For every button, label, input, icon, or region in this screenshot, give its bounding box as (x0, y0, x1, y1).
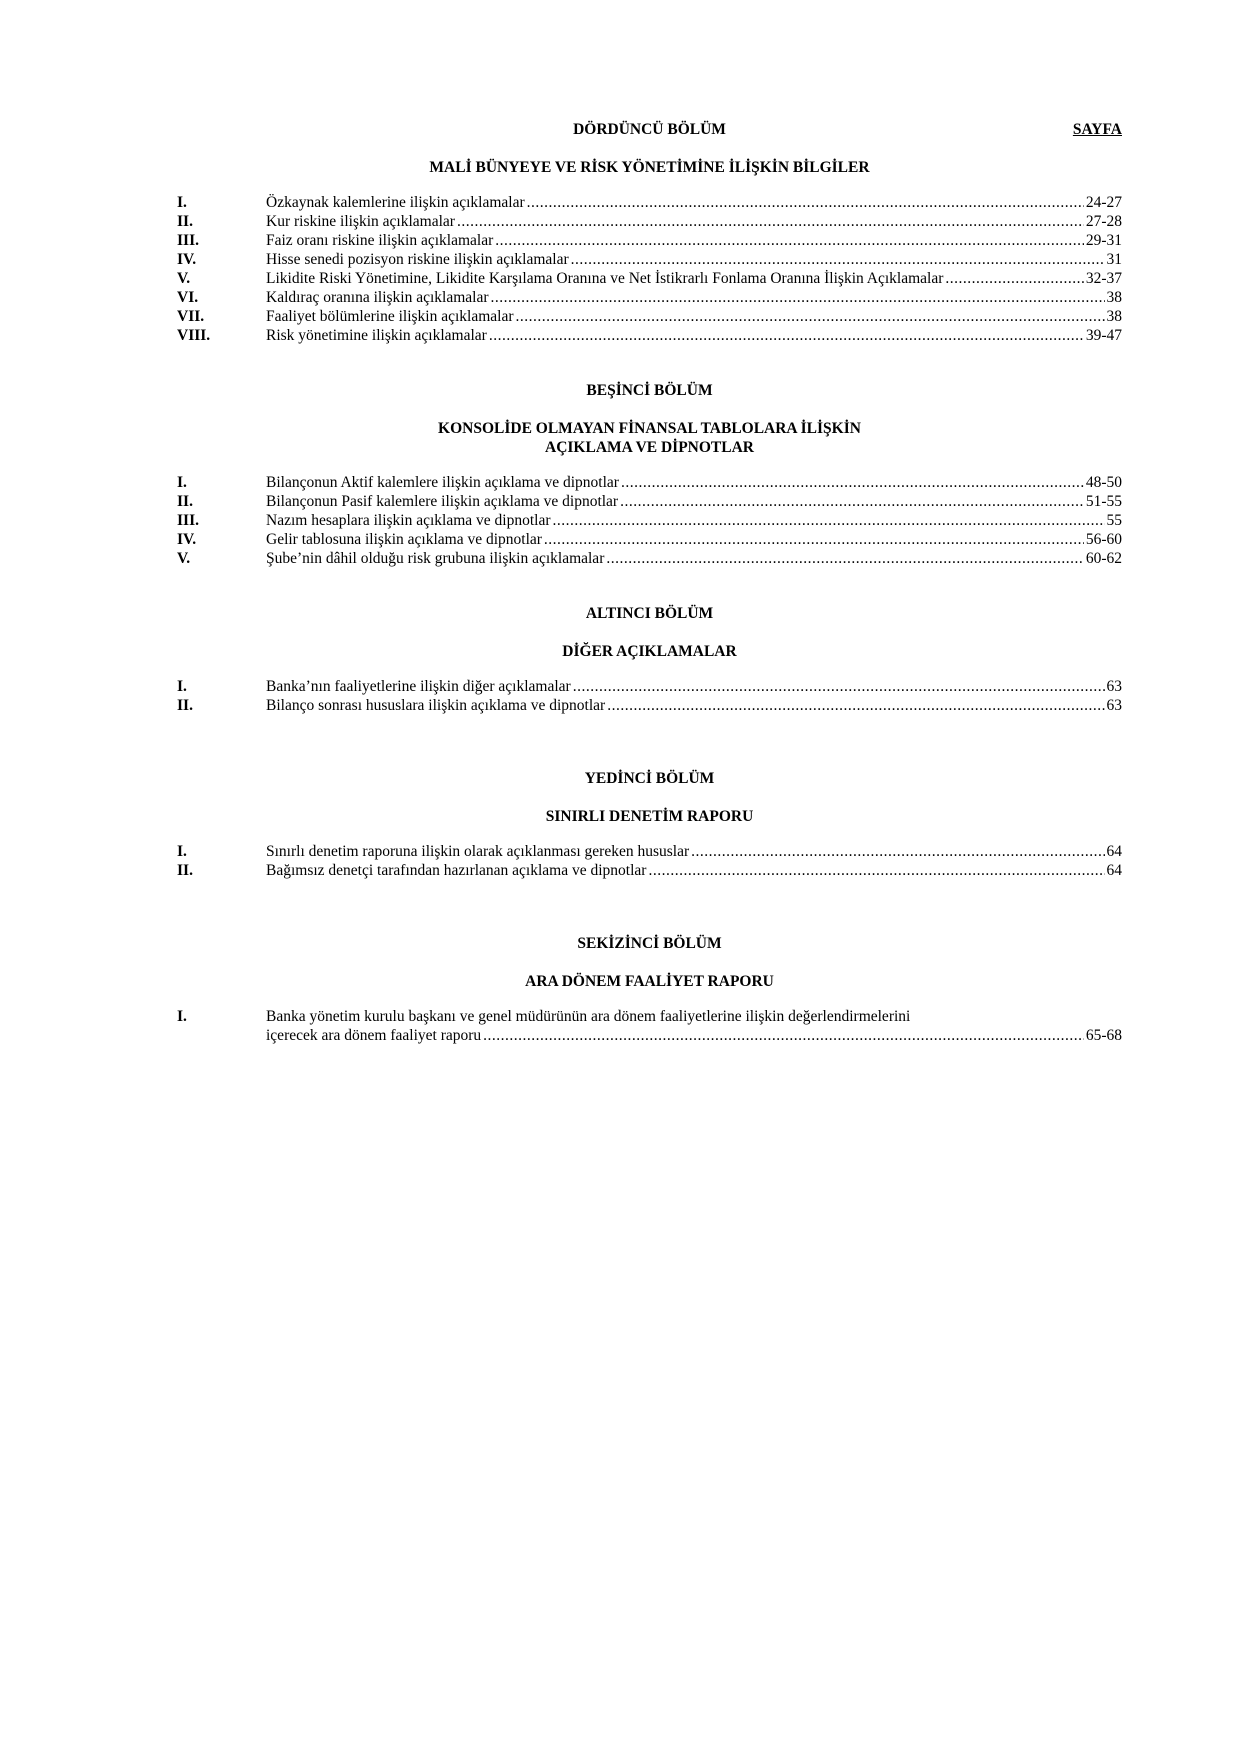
entry-title: Banka’nın faaliyetlerine ilişkin diğer açıklamalar (266, 678, 571, 695)
dot-leader (648, 861, 1104, 880)
entry-title: Kur riskine ilişkin açıklamalar (266, 213, 455, 230)
entry-page: 56-60 (1085, 531, 1122, 548)
entry-number: II. (177, 862, 193, 879)
chapter-7 (177, 769, 1122, 880)
dot-leader (527, 193, 1084, 212)
dot-leader (553, 511, 1105, 530)
dot-leader (516, 307, 1105, 326)
dot-leader (573, 677, 1105, 696)
entry-title: Kaldıraç oranına ilişkin açıklamalar (266, 289, 489, 306)
chapter-subtitle: KONSOLİDE OLMAYAN FİNANSAL TABLOLARA İLİŞKİN (438, 420, 861, 437)
entry-page: 64 (1106, 843, 1122, 860)
entry-page: 65-68 (1085, 1027, 1122, 1044)
chapter-subtitle: ARA DÖNEM FAALİYET RAPORU (525, 973, 774, 990)
chapter-title: YEDİNCİ BÖLÜM (584, 770, 715, 787)
dot-leader (483, 1026, 1084, 1045)
entry-page: 38 (1106, 289, 1122, 306)
toc-entry[interactable] (177, 530, 1122, 549)
entry-page: 29-31 (1085, 232, 1122, 249)
entry-title: Bağımsız denetçi tarafından hazırlanan açıklama ve dipnotlar (266, 862, 647, 879)
toc-entry[interactable] (177, 473, 1122, 492)
chapter-6 (177, 604, 1122, 715)
entry-page: 32-37 (1085, 270, 1122, 287)
entry-title: Özkaynak kalemlerine ilişkin açıklamalar (266, 194, 525, 211)
chapter-8 (177, 934, 1122, 1045)
dot-leader (491, 288, 1105, 307)
table-of-contents (177, 120, 1122, 1045)
toc-entry[interactable] (177, 842, 1122, 861)
toc-entry[interactable] (177, 193, 1122, 212)
dot-leader (495, 231, 1084, 250)
entry-number: IV. (177, 251, 197, 268)
entry-number: IV. (177, 531, 197, 548)
entry-page: 38 (1106, 308, 1122, 325)
toc-entry[interactable] (177, 288, 1122, 307)
toc-entry[interactable] (177, 511, 1122, 530)
entry-page: 24-27 (1085, 194, 1122, 211)
entry-page: 27-28 (1085, 213, 1122, 230)
entry-number: V. (177, 270, 191, 287)
entry-title: Faaliyet bölümlerine ilişkin açıklamalar (266, 308, 514, 325)
entry-title: Gelir tablosuna ilişkin açıklama ve dipnotlar (266, 531, 542, 548)
toc-entry[interactable] (177, 307, 1122, 326)
entry-number: VII. (177, 308, 205, 325)
entry-page: 60-62 (1085, 550, 1122, 567)
entry-page: 31 (1106, 251, 1122, 268)
toc-entry[interactable] (177, 696, 1122, 715)
entry-title: Bilançonun Aktif kalemlere ilişkin açıklama ve dipnotlar (266, 474, 619, 491)
entry-number: III. (177, 232, 199, 249)
entry-title: Banka yönetim kurulu başkanı ve genel müdürünün ara dönem faaliyetlerine ilişkin değerlendirmelerini (266, 1008, 911, 1025)
chapter-title: BEŞİNCİ BÖLÜM (586, 382, 713, 399)
chapter-4 (177, 120, 1122, 345)
chapter-subtitle: SINIRLI DENETİM RAPORU (545, 808, 754, 825)
entry-number: V. (177, 550, 191, 567)
toc-entry[interactable] (177, 231, 1122, 250)
entry-page: 39-47 (1085, 327, 1122, 344)
toc-entry[interactable] (177, 250, 1122, 269)
entry-number: II. (177, 213, 193, 230)
entry-title: Risk yönetimine ilişkin açıklamalar (266, 327, 487, 344)
toc-entry[interactable] (177, 492, 1122, 511)
chapter-subtitle: AÇIKLAMA VE DİPNOTLAR (545, 439, 754, 456)
dot-leader (571, 250, 1105, 269)
dot-leader (691, 842, 1104, 861)
dot-leader (620, 492, 1084, 511)
chapter-5 (177, 381, 1122, 568)
entry-number: II. (177, 493, 193, 510)
toc-entry[interactable] (177, 269, 1122, 288)
chapter-title: DÖRDÜNCÜ BÖLÜM (573, 121, 726, 138)
entry-title: Bilançonun Pasif kalemlere ilişkin açıklama ve dipnotlar (266, 493, 619, 510)
entry-number: I. (177, 194, 187, 211)
toc-entry[interactable] (177, 1007, 1122, 1045)
entry-title: Nazım hesaplara ilişkin açıklama ve dipnotlar (266, 512, 551, 529)
entry-page: 55 (1106, 512, 1122, 529)
entry-number: III. (177, 512, 199, 529)
entry-number: VI. (177, 289, 199, 306)
entry-title: Faiz oranı riskine ilişkin açıklamalar (266, 232, 494, 249)
entry-title: Likidite Riski Yönetimine, Likidite Karşılama Oranına ve Net İstikrarlı Fonlama Oranına İlişkin Açıklamalar (266, 270, 944, 287)
page-column-header: SAYFA (1072, 121, 1122, 138)
dot-leader (945, 269, 1083, 288)
chapter-title: ALTINCI BÖLÜM (585, 605, 714, 622)
entry-page: 51-55 (1085, 493, 1122, 510)
entry-number: VIII. (177, 327, 211, 344)
toc-entry[interactable] (177, 861, 1122, 880)
entry-number: I. (177, 474, 187, 491)
entry-title: Bilanço sonrası hususlara ilişkin açıklama ve dipnotlar (266, 697, 606, 714)
toc-entry[interactable] (177, 212, 1122, 231)
dot-leader (621, 473, 1084, 492)
entry-number: I. (177, 1008, 187, 1025)
entry-number: II. (177, 697, 193, 714)
entry-title: Sınırlı denetim raporuna ilişkin olarak açıklanması gereken hususlar (266, 843, 690, 860)
dot-leader (606, 549, 1083, 568)
entry-number: I. (177, 843, 187, 860)
entry-title: Şube’nin dâhil olduğu risk grubuna ilişkin açıklamalar (266, 550, 605, 567)
entry-page: 63 (1106, 678, 1122, 695)
dot-leader (607, 696, 1104, 715)
entry-page: 63 (1106, 697, 1122, 714)
entry-page: 64 (1106, 862, 1122, 879)
toc-entry[interactable] (177, 549, 1122, 568)
entry-title: Hisse senedi pozisyon riskine ilişkin açıklamalar (266, 251, 569, 268)
chapter-subtitle: DİĞER AÇIKLAMALAR (562, 643, 737, 660)
entry-title-continued: içerecek ara dönem faaliyet raporu (266, 1027, 482, 1044)
dot-leader (489, 326, 1084, 345)
entry-number: I. (177, 678, 187, 695)
dot-leader (544, 530, 1084, 549)
chapter-subtitle: MALİ BÜNYEYE VE RİSK YÖNETİMİNE İLİŞKİN BİLGİLER (429, 159, 870, 176)
entry-page: 48-50 (1085, 474, 1122, 491)
chapter-title: SEKİZİNCİ BÖLÜM (577, 935, 722, 952)
toc-entry[interactable] (177, 677, 1122, 696)
toc-entry[interactable] (177, 326, 1122, 345)
dot-leader (457, 212, 1084, 231)
